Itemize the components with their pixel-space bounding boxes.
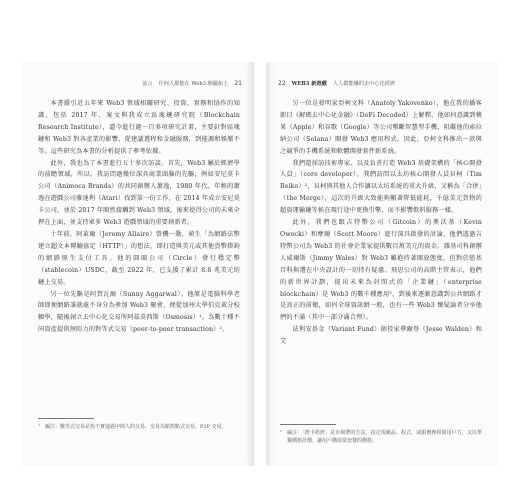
paragraph: 另一位先驅是阿賀瓦爾（Sunny Aggarwal）。他原是電腦科學老師即便網路誰就處不身分為參加 Web3 聚會，便從加州大學伯克萊分校輟學，隨後創立去中心化交易所阿茲莫西斯（Osmosis）¹。為數十種不同資產提供無阻力的對等式交易（peer-to-peer transaction）²。 [38, 290, 240, 334]
chapter-subtitle: 人人都能賺的去中心化經濟 [332, 81, 396, 87]
chapter-label: 任何人都能在 Web3 開疆拓土 [158, 81, 229, 87]
right-page-body [280, 98, 482, 348]
footnote-text: 編注：「既卡經濟」是市場帶的方法，指定規範品、程式、或服務務相與用戶方，又以單獨價格計價，讓用戶購需要套餐的價格。 [287, 430, 482, 445]
footnote [280, 429, 482, 446]
paragraph: 本書援引近五年來 Web3 領域相關研究、投資、實務和協作的知識，包括 2017 年，案文與我成立區塊鏈研究院（Blockchain Research Institute），逼今進行過一百多項研究計畫，主要針對區塊鏈和 Web3 對各產業的影響，從建議選程和金融服務，到能源和娛樂不等。這些研究為本書的分析提供了參考依據。 [38, 100, 240, 155]
right-page-header [278, 80, 395, 87]
left-page-body [38, 98, 240, 336]
left-page [22, 62, 254, 466]
paragraph: 法利安基金（Variant Fund）創投家華爾登（Jesse Walden）和艾 [280, 326, 482, 346]
paragraph: 此外，我也為了本書進行五十多次訪談。首先，Web3 屬於經濟學的前瞻領域，所以，我訪問過幾位深具商業頭腦的先驅，例如安尼莫卡公司（Animoca Brands）的共同創辦人蕭逸，1980 年代，年輕的蕭逸在遊戲公司雅達利（Atari）找到第一份工作，在 2014 年成立安尼莫卡公司，並於 2017 年開然接觸到 Web3 領域，後來使得公司的未來全押在上面，並支持眾多 Web3 遊戲領域的重要創新者。 [38, 159, 240, 227]
footnote-mark: ² [280, 430, 283, 436]
page-number: 22 [278, 80, 286, 87]
footnote-text: 編注：數等式交易是指不實通過中間人的交易，交易為點對點式交易，P2P 交易。 [45, 424, 227, 430]
chapter-label: WEB3 新遊戲 [291, 81, 327, 87]
paragraph: 另一位是發明家亞柯文科（Anatoly Yakovenko），他在我的播客節目《解碼去中心化金融》（DeFi Decoded）上解釋，他如何意識到蘋果（Apple）和谷歌（Google）等公司壟斷智慧型手機，阻礙他的索拉納公司（Solana）開發 Web3 應用程式。因此，亞柯文科推出一款與之競爭的手機系統和軟體開發套件新系統。 [280, 100, 482, 155]
right-page [266, 62, 498, 466]
paragraph: 此外，我們也跟吉特幣公司（Gitcoin）的奧沃基（Kevin Owocki）和摩爾（Scott Moore）進行深具啟發的討論，他們透過吉特幣公司為 Web3 的社會企業家提供數百萬美元的資金。雜基司科創辦人威爾斯（Jimmy Wales）對 Web3 雖抱持著開放態度，但對於戀基百科與遭在中央設計的一切持有疑慮。飛思公司的高階主管表示，他們的新世界計劃，提出未來為封閉式的「企業鏈」（enterprise blockchain）是 Web3 的數千種應用²，到後來逐漸意識到公共網路才是真正的前衛，如何全球資訊網一般，也有一些 Web3 懷疑論者分享他們的不滿（其中一部分滿合理）。 [280, 219, 482, 322]
paragraph: 十年前，阿萊爾（Jeremy Allaire）曾機一動，萌生「為網路法幣建立超文本傳輸協定（HTTP）」的想法，即打造與美元或其他貨幣掛鉤的網路原生支付工具。他的圓圈公司（Circle）發行穩定幣（stablecoin）USDC，截至 2022 年，已支援了累計 8.6 兆美元的鏈上交易。 [38, 230, 240, 286]
left-page-header [142, 80, 242, 87]
footnote [38, 423, 240, 431]
footnote-divider [38, 418, 94, 419]
page-number: 21 [234, 80, 242, 87]
footnote-mark: ¹ [38, 424, 41, 430]
book-spread [22, 62, 498, 466]
footnote-divider [280, 424, 336, 425]
part-label: 前言 [142, 81, 153, 87]
paragraph: 我們還採訪技術專家，以及負責打造 Web3 基礎架構的「核心開發人員」（core developer）。我們訪問以太坊核心開發人員貝柯（Tim Beiko）²，貝柯與其他人合作讓以太坊系統的重大升級，又稱為「合併」（the Merge），這次的升級大致能夠顯著降低能耗，千億美元貨物的超資運輸鏈等候在現行途中更換引擎，而不影響飲料服務一樣。 [280, 159, 482, 215]
